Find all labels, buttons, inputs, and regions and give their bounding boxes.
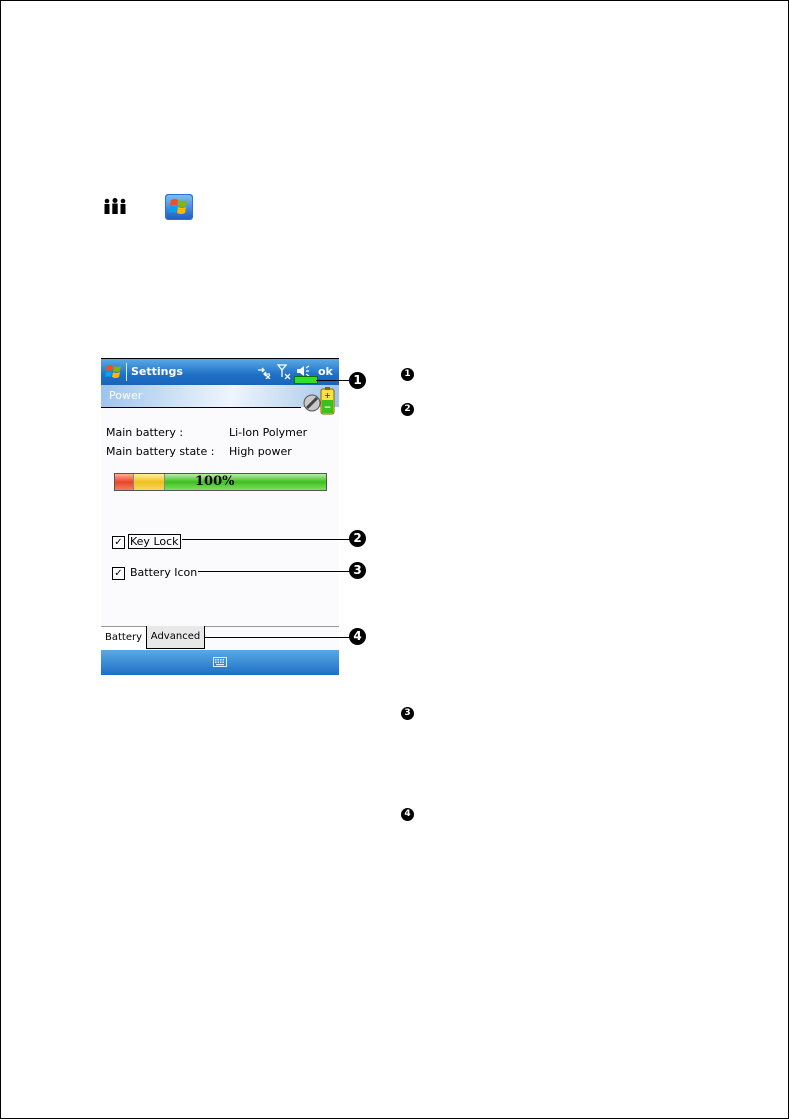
power-settings-icon — [301, 386, 339, 416]
key-lock-label[interactable]: Key Lock — [130, 535, 179, 548]
callout-number-1: 1 — [349, 372, 366, 389]
page-title: Power — [109, 389, 143, 402]
callout-number-3: 3 — [349, 562, 366, 579]
device-screenshot — [101, 358, 339, 675]
keyboard-icon[interactable] — [213, 657, 227, 667]
marker-1: 1 — [401, 368, 414, 381]
callout-line-1 — [316, 380, 350, 381]
battery-percent: 100% — [195, 474, 235, 489]
svg-text:+: + — [324, 391, 331, 400]
title-separator — [126, 363, 127, 381]
antenna-icon[interactable] — [277, 364, 291, 380]
marker-2: 2 — [401, 403, 414, 416]
meter-yellow-segment — [133, 474, 164, 490]
callout-line-2 — [182, 539, 350, 540]
battery-meter — [114, 473, 327, 491]
marker-4: 4 — [401, 808, 414, 821]
header-divider — [101, 407, 301, 408]
callout-line-3 — [198, 571, 350, 572]
people-icon — [102, 198, 128, 214]
meter-red-segment — [115, 474, 133, 490]
battery-state-label: Main battery state : — [106, 445, 215, 458]
battery-icon-label[interactable]: Battery Icon — [130, 566, 198, 579]
main-battery-label: Main battery : — [106, 426, 184, 439]
battery-icon-checkbox[interactable]: ✓ — [112, 567, 125, 580]
callout-number-2: 2 — [349, 530, 366, 547]
svg-text:−: − — [323, 403, 332, 413]
title-bar — [101, 358, 339, 386]
marker-3: 3 — [401, 707, 414, 720]
connection-icon[interactable] — [257, 365, 271, 379]
meter-green-segment — [164, 474, 326, 490]
window-title: Settings — [131, 365, 183, 378]
battery-status-bar — [294, 376, 318, 384]
menu-bar — [101, 650, 339, 675]
callout-line-4 — [204, 637, 350, 638]
start-flag-icon — [165, 194, 193, 220]
main-battery-value: Li-Ion Polymer — [229, 426, 308, 439]
battery-state-value: High power — [229, 445, 292, 458]
key-lock-checkbox[interactable]: ✓ — [112, 536, 125, 549]
start-flag-icon[interactable] — [104, 363, 124, 381]
tab-bar — [101, 626, 339, 651]
ok-button[interactable]: ok — [318, 365, 333, 378]
tab-battery[interactable]: Battery — [101, 627, 146, 650]
tab-advanced[interactable]: Advanced — [146, 626, 205, 649]
callout-number-4: 4 — [349, 628, 366, 645]
